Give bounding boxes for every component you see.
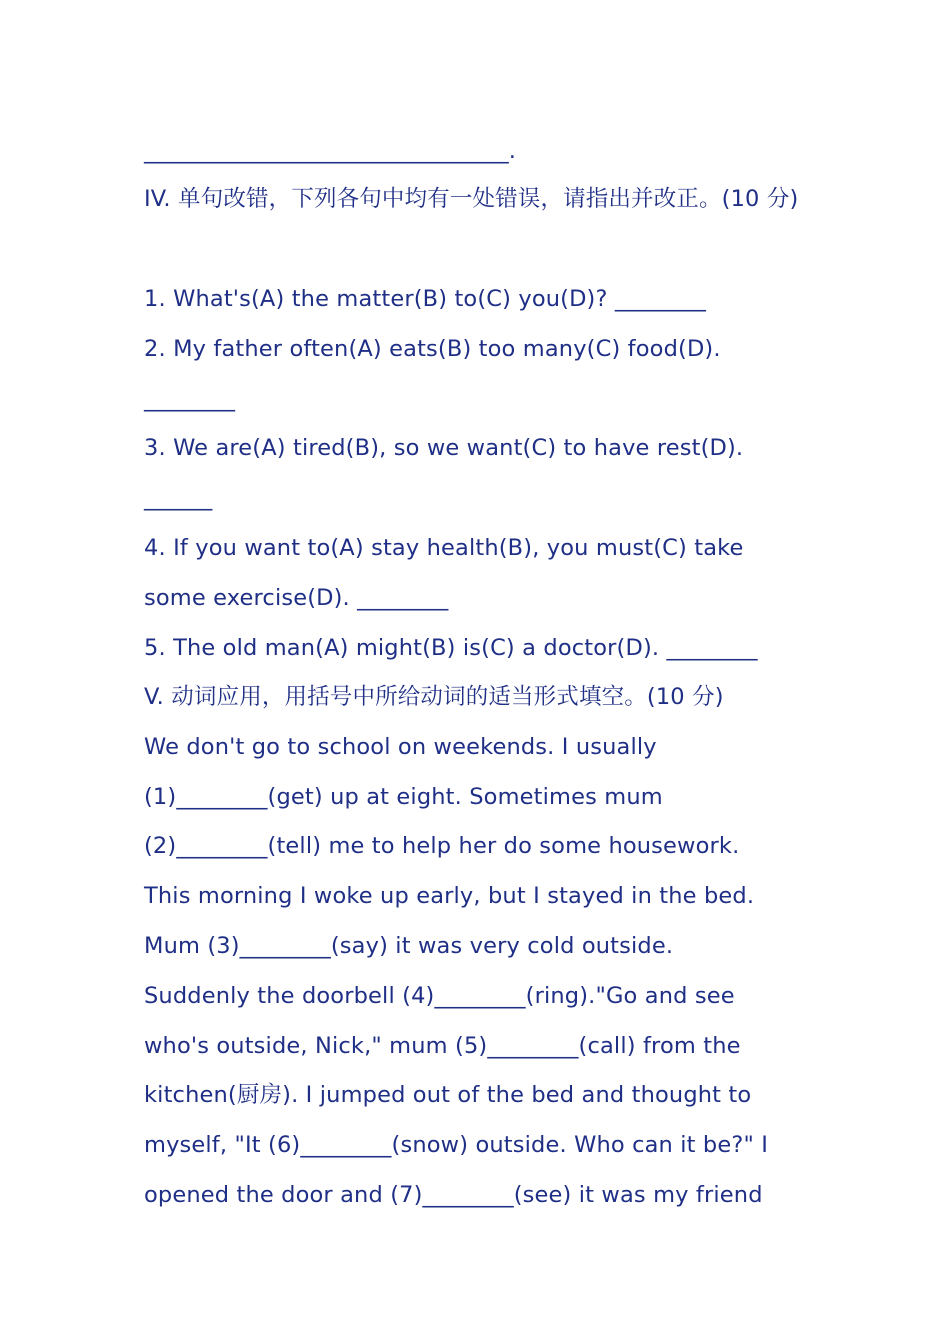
section-iv-item-5: 5. The old man(A) might(B) is(C) a doctor(D). ________ — [144, 635, 758, 661]
passage-line: This morning I woke up early, but I stayed in the bed. — [144, 883, 755, 909]
passage-line: Suddenly the doorbell (4)________(ring)."Go and see — [144, 983, 735, 1009]
kitchen-after: ). I jumped out of the bed and thought to — [282, 1082, 752, 1108]
section-iv-item-2-blank: ________ — [144, 386, 236, 412]
section-iv-title: 单句改错，下列各句中均有一处错误，请指出并改正。 — [178, 186, 722, 212]
kitchen-cjk: 厨房 — [236, 1082, 283, 1108]
passage-line: opened the door and (7)________(see) it was my friend — [144, 1182, 763, 1208]
passage-line: We don't go to school on weekends. I usually — [144, 734, 657, 760]
kitchen-before: kitchen( — [144, 1082, 237, 1108]
section-iv-item-3-blank: ______ — [144, 485, 213, 511]
section-iv-item-2: 2. My father often(A) eats(B) too many(C) food(D). — [144, 336, 721, 362]
passage-line: (2)________(tell) me to help her do some housework. — [144, 833, 740, 859]
section-v-points: (10 分) — [646, 684, 724, 710]
section-iv-item-4: 4. If you want to(A) stay health(B), you must(C) take — [144, 535, 744, 561]
passage-line-kitchen — [144, 1080, 751, 1110]
passage-line: who's outside, Nick," mum (5)________(call) from the — [144, 1033, 741, 1059]
section-iv-prefix: IV. — [144, 186, 179, 212]
section-iv-heading — [144, 184, 798, 214]
section-iv-item-1: 1. What's(A) the matter(B) to(C) you(D)? ________ — [144, 286, 707, 312]
passage-line: Mum (3)________(say) it was very cold outside. — [144, 933, 674, 959]
section-iv-item-3: 3. We are(A) tired(B), so we want(C) to have rest(D). — [144, 435, 744, 461]
answer-line: ________________________________. — [144, 138, 517, 164]
section-v-prefix: V. — [144, 684, 172, 710]
section-iv-points: (10 分) — [721, 186, 799, 212]
section-v-title: 动词应用，用括号中所给动词的适当形式填空。 — [171, 684, 647, 710]
passage-line: (1)________(get) up at eight. Sometimes mum — [144, 784, 663, 810]
section-iv-item-4-cont: some exercise(D). ________ — [144, 585, 449, 611]
section-v-heading — [144, 682, 724, 712]
passage-line: myself, "It (6)________(snow) outside. Who can it be?" I — [144, 1132, 769, 1158]
